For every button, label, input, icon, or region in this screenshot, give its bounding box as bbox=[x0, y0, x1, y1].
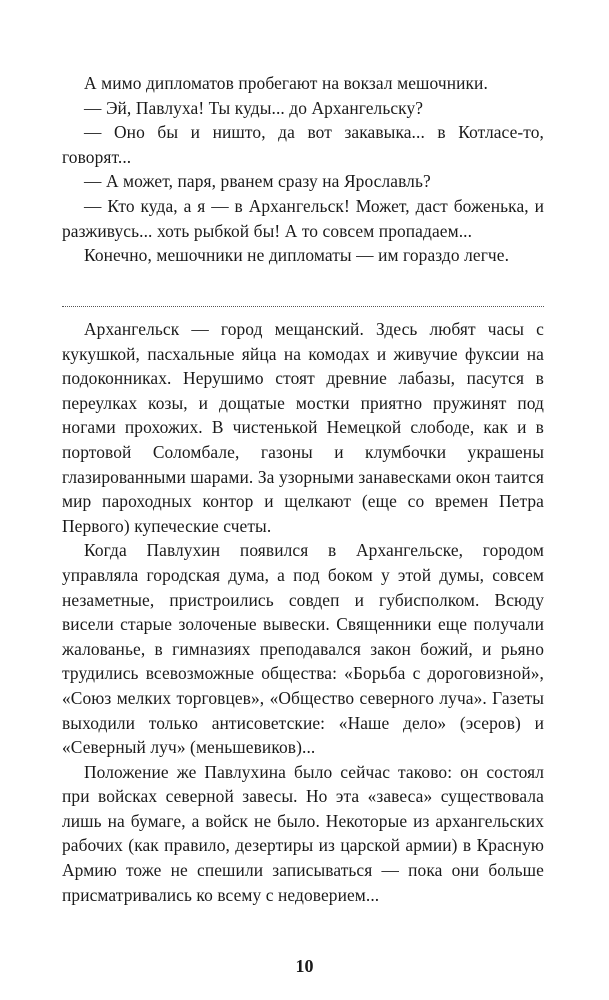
section-divider bbox=[62, 306, 544, 307]
paragraph: Архангельск — город мещанский. Здесь любят часы с кукушкой, пасхальные яйца на комодах и живучие фуксии на подоконниках. Нерушимо стоят древние лабазы, пасутся в переулках козы, и дощатые мостки приятно пружинят под ногами прохожих. В чистенькой Немецкой слободе, как и в портовой Соломбале, газоны и клумбочки украшены глазированными шарами. За узорными занавесками окон таится мир пароходных контор и щелкают (еще со времен Петра Первого) купеческие счеты. bbox=[62, 319, 544, 536]
paragraph: А мимо дипломатов пробегают на вокзал мешочники. bbox=[84, 73, 488, 93]
section-2 bbox=[62, 317, 544, 907]
paragraph: Положение же Павлухина было сейчас таково: он состоял при войсках северной завесы. Но эта «завеса» существовала лишь на бумаге, а войск не было. Некоторые из архангельских рабочих (как правило, дезертиры из царской армии) в Красную Армию тоже не спешили записываться — пока они больше присматривались ко всему с недоверием... bbox=[62, 761, 544, 905]
paragraph: — А может, паря, рванем сразу на Ярославль? bbox=[84, 171, 431, 192]
page-number: 10 bbox=[295, 956, 314, 976]
paragraph: Конечно, мешочники не дипломаты — им гораздо легче. bbox=[84, 245, 510, 266]
paragraph: Когда Павлухин появился в Архангельске, городом управляла городская дума, а под боком у этой думы, совсем незаметные, пристроились совдеп и губисполком. Всюду висели старые золоченые вывески. Священники еще получали жалованье, в гимназиях преподавался закон божий, и рьяно трудились всевозможные общества: «Борьба с дороговизной», «Союз мелких торговцев», «Общество северного луча». Газеты выходили только антисоветские: «Наше дело» (эсеров) и «Северный луч» (меньшевиков)... bbox=[62, 540, 544, 758]
paragraph: — Эй, Павлуха! Ты куды... до Архангельску? bbox=[84, 97, 424, 118]
paragraph: — Оно бы и ништо, да вот закавыка... в Котласе-то, говорят... bbox=[62, 122, 544, 167]
paragraph: — Кто куда, а я — в Архангельск! Может, даст боженька, и разживусь... хоть рыбкой бы! А то совсем пропадаем... bbox=[62, 195, 544, 241]
section-1 bbox=[62, 71, 544, 268]
